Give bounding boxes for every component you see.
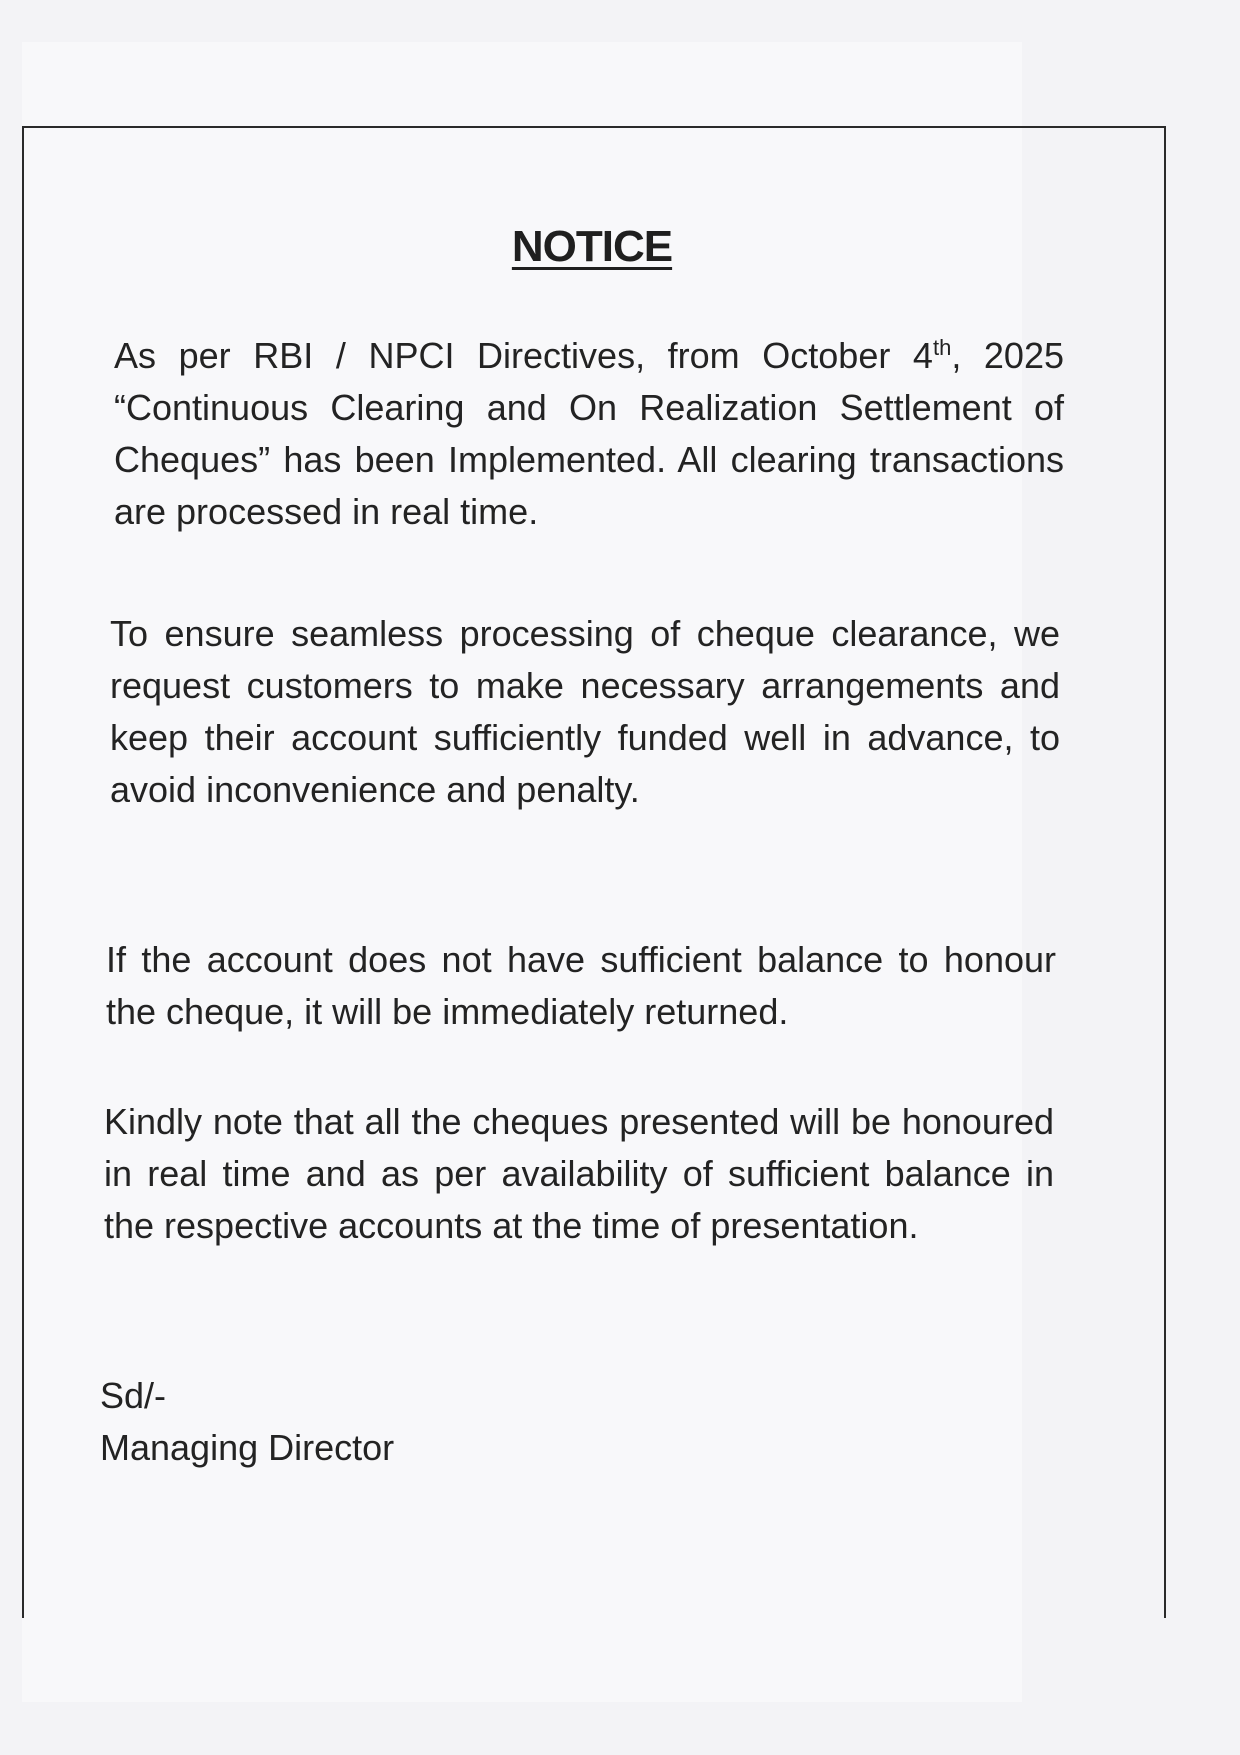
notice-title: NOTICE xyxy=(511,222,673,271)
signature-block xyxy=(100,1370,394,1474)
notice-paragraph-directive: As per RBI / NPCI Directives, from October 4th, 2025 “Continuous Clearing and On Realization Settlement of Cheques” has been Implemented. All clearing transactions are processed in real time. xyxy=(114,335,1064,532)
ordinal-suffix: th xyxy=(932,335,952,360)
signature-mark: Sd/- xyxy=(100,1375,167,1416)
notice-paragraph-request: To ensure seamless processing of cheque clearance, we request customers to make necessary arrangements and keep their account sufficiently funded well in advance, to avoid inconvenience and penalty. xyxy=(110,613,1060,810)
signatory-designation: Managing Director xyxy=(100,1427,395,1468)
notice-paragraph-realtime: Kindly note that all the cheques presented will be honoured in real time and as per availability of sufficient balance in the respective accounts at the time of presentation. xyxy=(104,1101,1054,1246)
notice-paragraph-return-warning: If the account does not have sufficient balance to honour the cheque, it will be immediately returned. xyxy=(106,939,1056,1032)
